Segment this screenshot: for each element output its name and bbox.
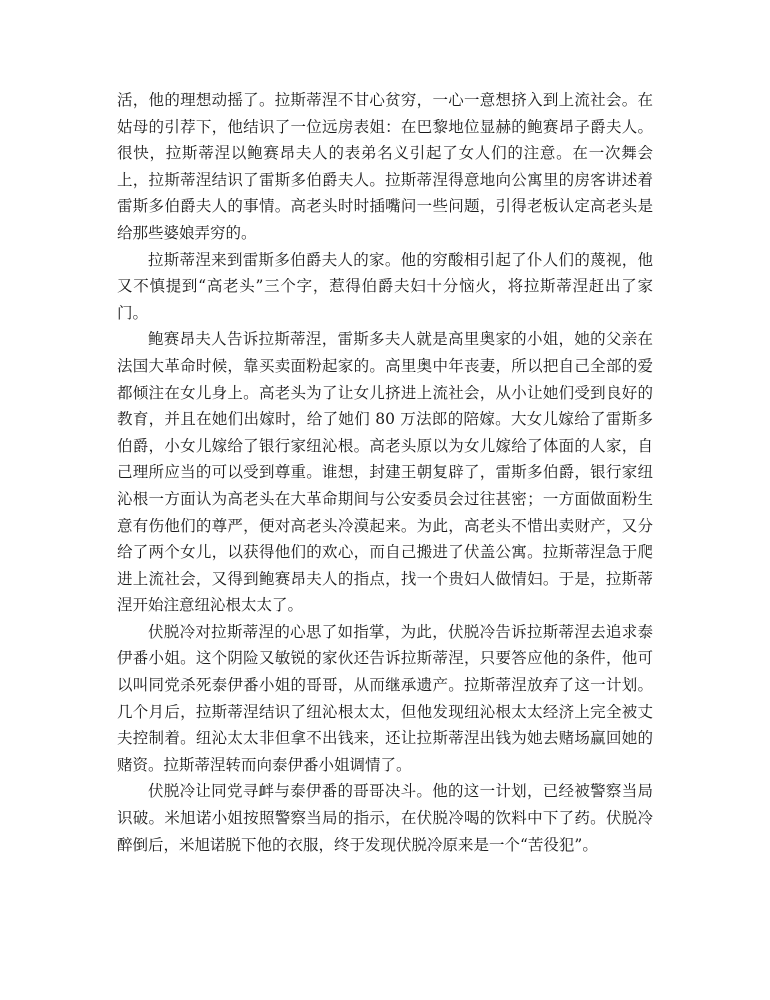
paragraph: 鲍赛昂夫人告诉拉斯蒂涅，雷斯多夫人就是高里奥家的小姐，她的父亲在法国大革命时候，靠买卖面粉起家的。高里奥中年丧妻，所以把自己全部的爱都倾注在女儿身上。高老头为了让女儿挤进上流社会，从小让她们受到良好的教育，并且在她们出嫁时，给了她们 80 万法郎的陪嫁。大女儿嫁给了雷斯多伯爵，小女儿嫁给了银行家纽沁根。高老头原以为女儿嫁给了体面的人家，自己理所应当的可以受到尊重。谁想，封建王朝复辟了，雷斯多伯爵，银行家纽沁根一方面认为高老头在大革命期间与公安委员会过往甚密；一方面做面粉生意有伤他们的尊严，便对高老头冷漠起来。为此，高老头不惜出卖财产，又分给了两个女儿，以获得他们的欢心，而自己搬进了伏盖公寓。拉斯蒂涅急于爬进上流社会，又得到鲍赛昂夫人的指点，找一个贵妇人做情妇。于是，拉斯蒂涅开始注意纽沁根太太了。	[117, 330, 653, 615]
paragraph-continued: 活，他的理想动摇了。拉斯蒂涅不甘心贫穷，一心一意想挤入到上流社会。在姑母的引荐下，他结识了一位远房表姐：在巴黎地位显赫的鲍赛昂子爵夫人。很快，拉斯蒂涅以鲍赛昂夫人的表弟名义引起了女人们的注意。在一次舞会上，拉斯蒂涅结识了雷斯多伯爵夫人。拉斯蒂涅得意地向公寓里的房客讲述着雷斯多伯爵夫人的事情。高老头时时插嘴问一些问题，引得老板认定高老头是给那些婆娘弄穷的。	[117, 91, 653, 242]
paragraph: 伏脱冷对拉斯蒂涅的心思了如指掌，为此，伏脱冷告诉拉斯蒂涅去追求泰伊番小姐。这个阴险又敏锐的家伙还告诉拉斯蒂涅，只要答应他的条件，他可以叫同党杀死泰伊番小姐的哥哥，从而继承遗产。拉斯蒂涅放弃了这一计划。几个月后，拉斯蒂涅结识了纽沁根太太，但他发现纽沁根太太经济上完全被丈夫控制着。纽沁太太非但拿不出钱来，还让拉斯蒂涅出钱为她去赌场赢回她的赌资。拉斯蒂涅转而向泰伊番小姐调情了。	[117, 622, 653, 774]
document-body	[117, 87, 653, 858]
paragraph: 伏脱冷让同党寻衅与泰伊番的哥哥决斗。他的这一计划，已经被警察当局识破。米旭诺小姐按照警察当局的指示，在伏脱冷喝的饮料中下了药。伏脱冷醉倒后，米旭诺脱下他的衣服，终于发现伏脱冷原来是一个“苦役犯”。	[117, 782, 653, 854]
paragraph: 拉斯蒂涅来到雷斯多伯爵夫人的家。他的穷酸相引起了仆人们的蔑视，他又不慎提到“高老头”三个字，惹得伯爵夫妇十分恼火，将拉斯蒂涅赶出了家门。	[117, 250, 653, 322]
